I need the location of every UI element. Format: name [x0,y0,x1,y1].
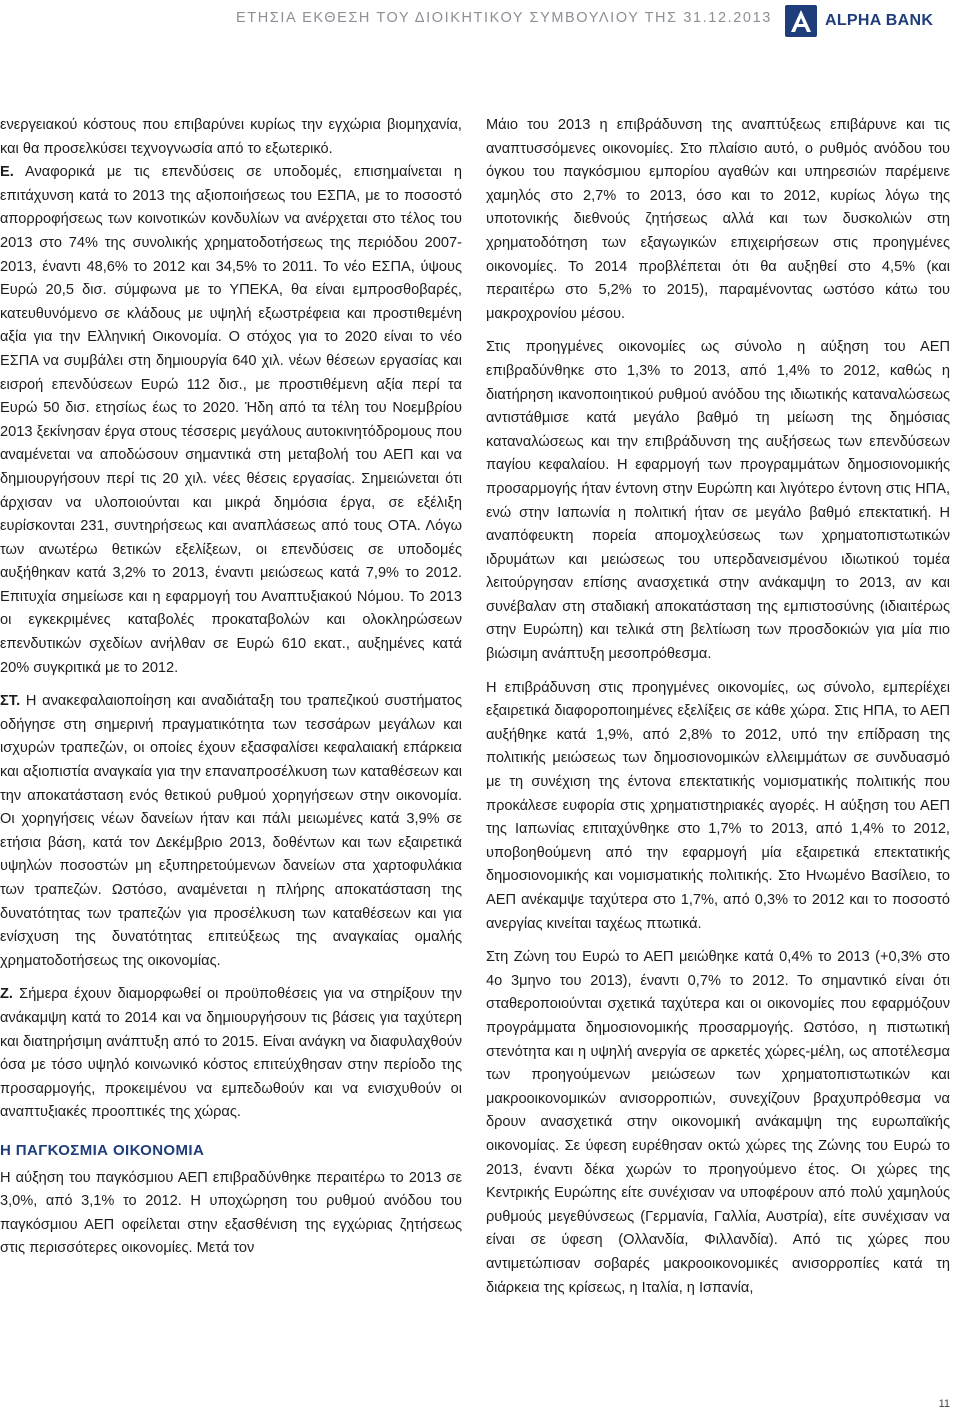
paragraph-country-developments: Η επιβράδυνση στις προηγμένες οικονομίες, ως σύνολο, εμπερίέχει εξαιρετικά διαφοροποιημένες εξελίξεις σε κάθε χώρα. Στις ΗΠΑ, το ΑΕΠ αυξήθηκε κατά 1,9%, από 2,8% το 2012, υπό την επίδραση της πολιτικής μειώσεως των δημοσιονομικών ελλειμμάτων σε συνδυασμό με τη συνέχιση της έντονα επεκτατικής νομισματικής πολιτικής που προκάλεσε ευφορία στις χρηματιστηριακές αγορές. Η αύξηση του ΑΕΠ της Ιαπωνίας επιταχύνθηκε στο 1,7% το 2013, από 1,4% το 2012, υποβοηθούμενη από την εφαρμογή μία εξαιρετικά επεκτατικής δημοσιονομικής και νομισματικής πολιτικής. Στο Ηνωμένο Βασίλειο, το ΑΕΠ ανέκαμψε ταχύτερα στο 1,7%, από 0,3% το 2012 και το ποσοστό ανεργίας κινείται ταχέως πτωτικά. [486,679,950,932]
section-marker-st: ΣΤ. [0,693,21,710]
section-marker-e: Ε. [0,164,14,181]
paragraph-energy-cost: ενεργειακού κόστους που επιβαρύνει κυρίως την εγχώρια βιομηχανία, και θα προσελκύσει τεχνογνωσία από το εξωτερικό. [0,117,462,157]
right-column [486,114,950,1310]
paragraph-banking [0,690,462,973]
page-header [0,0,960,50]
paragraph-global-gdp: Η αύξηση του παγκόσμιου ΑΕΠ επιβραδύνθηκε περαιτέρω το 2013 σε 3,0%, από 3,1% το 2012. Η υποχώρηση του ρυθμού ανόδου του παγκόσμιου ΑΕΠ οφείλεται στην εξασθένιση της εγχώριας ζητήσεως στις περισσότερες οικονομίες. Μετά τον [0,1169,462,1257]
alpha-bank-logo-icon [785,5,817,37]
paragraph-euro-zone: Στη Ζώνη του Ευρώ το ΑΕΠ μειώθηκε κατά 0,4% το 2013 (+0,3% στο 4ο 3μηνο του 2013), έναντι 0,7% το 2012. Το σημαντικό είναι ότι σταθεροποιούνται σχετικά ταχύτερα και οι οικονομίες που εφαρμόζουν προγράμματα δημοσιονομικής προσαρμογής. Ωστόσο, η πιστωτική στενότητα και η υψηλή ανεργία σε αρκετές χώρες-μέλη, ως αποτέλεσμα των προηγούμενων μειώσεων των χρηματοπιστωτικών και μακροοικονομικών ανισορροπιών, συνεχίζουν βραχυπρόθεσμα να δρουν ανασχετικά στην οικονομική ανάκαμψη της ευρωπαϊκής οικονομίας. Σε ύφεση ευρέθησαν οκτώ χώρες της Ζώνης του Ευρώ το 2013, έναντι δέκα χωρών το προηγούμενο έτος. Οι χώρες της Κεντρικής Ευρώπης είτε συνέχισαν να υποφέρουν από πολύ χαμηλούς ρυθμούς μεγεθύνσεως (Γερμανία, Γαλλία, Αυστρία), είτε συνέχισαν να είναι σε ύφεση (Ολλανδία, Φιλλανδία). Από τις χώρες που αντιμετώπισαν σοβαρές μακροοικονομικές ανισορροπίες κατά τη διάρκεια της κρίσεως, η Ιταλία, η Ισπανία, [486,949,950,1296]
paragraph-advanced-economies: Στις προηγμένες οικονομίες ως σύνολο η αύξηση του ΑΕΠ επιβραδύνθηκε στο 1,3% το 2013, από 1,4% το 2012, καθώς η διατήρηση ικανοποιητικού ρυθμού ανόδου της ιδιωτικής καταναλώσεως αντιστάθμισε κατά μεγάλο βαθμό τη μείωση της δημόσιας καταναλώσεως και την επιβράδυνση της αυξήσεως των επενδύσεων παγίου κεφαλαίου. Η εφαρμογή των προγραμμάτων δημοσιονομικής προσαρμογής ήταν έντονη στην Ευρώπη και λιγότερο έντονη στις ΗΠΑ, ενώ στην Ιαπωνία η πολιτική ήταν σε μεγάλο βαθμό επεκτατική. Η αναπόφευκτη πορεία απομοχλεύσεως των χρηματοπιστωτικών ιδρυμάτων και μειώσεως του υπερδανεισμένου ιδιωτικού τομέα λειτούργησαν επίσης ανασχετικά στην ανάκαμψη το 2013, αν και συνέβαλαν στη σταδιακή αποκατάσταση της εμπιστοσύνης (ιδιαιτέρως στην Ευρώπη) και τελικά στη βελτίωση των προσδοκιών για μία πιο βιώσιμη ανάπτυξη μεσοπρόθεσμα. [486,339,950,663]
paragraph-world-trade: Μάιο του 2013 η επιβράδυνση της αναπτύξεως επιβάρυνε και τις αναπτυσσόμενες οικονομίες. Στο πλαίσιο αυτό, ο ρυθμός ανόδου του όγκου του παγκόσμιου εμπορίου αγαθών και υπηρεσιών παρέμεινε χαμηλός στο 2,7% το 2013, όσο και το 2012, κυρίως λόγω της υποτονικής διεθνούς ζητήσεως αλλά και των δυσκολιών στη χρηματοδότηση των εξαγωγικών επιχειρήσεων στις προηγμένες οικονομίες. Το 2014 προβλέπεται ότι θα αυξηθεί στο 4,5% (και περαιτέρω στο 5,2% το 2015), παραμένοντας ωστόσο κάτω του μακροχρονίου μέσου. [486,117,950,322]
paragraph-infrastructure [0,161,462,680]
page-number: 11 [938,1398,950,1410]
alpha-bank-logo [785,3,933,39]
paragraph-text: Αναφορικά με τις επενδύσεις σε υποδομές, επισημαίνεται η επιτάχυνση κατά το 2013 της αξιοποιήσεως του ΕΣΠΑ, με το ποσοστό απορροφήσεως των κοινοτικών κονδυλίων να ανέρχεται στο τέλος του 2013 στο 74% της συνολικής χρηματοδοτήσεως της περιόδου 2007-2013, έναντι 48,6% το 2012 και 34,5% το 2011. Το νέο ΕΣΠΑ, ύψους Ευρώ 20,5 δισ. σύμφωνα με το ΥΠΕΚΑ, θα είναι εμπροσθοβαρές, κατευθυνόμενο σε κλάδους με υψηλή εξωστρέφεια και προστιθεμένη αξία για την Ελληνική Οικονομία. Ο στόχος για το 2020 είναι το νέο ΕΣΠΑ να συμβάλει στη δημιουργία 640 χιλ. νέων θέσεων εργασίας και εισροή επενδύσεων Ευρώ 112 δισ., με προστιθέμενη αξία περί τα Ευρώ 50 δισ. ετησίως έως το 2020. Ήδη από τα τέλη του Νοεμβρίου 2013 ξεκίνησαν έργα στους τέσσερις μεγάλους αυτοκινητόδρομους που αναμένεται να αποδώσουν σημαντικά στη μεταβολή του ΑΕΠ και να δημιουργήσουν περί τις 20 χιλ. νέες θέσεις εργασίας. Σημειώνεται ότι άρχισαν να υλοποιούνται και μικρά δημόσια έργα, σε εξέλιξη ευρίσκονται 231, συντηρήσεως και αναπλάσεως από τους ΟΤΑ. Λόγω των ανωτέρω θετικών εξελίξεων, οι επενδύσεις σε υποδομές αυξήθηκαν κατά 3,2% το 2013, έναντι μειώσεως κατά 7,9% το 2012. Επιτυχία σημείωσε και η εφαρμογή του Αναπτυξιακού Νόμου. Το 2013 οι εγκεκριμένες καταβολές προκαταβολών και ολοκληρώσεων επενδυτικών σχεδίων ανήλθαν σε Ευρώ 610 εκατ., αυξημένες κατά 20% συγκριτικά με το 2012. [0,164,463,676]
section-marker-z: Ζ. [0,986,13,1003]
report-title: ΕΤΗΣΙΑ ΕΚΘΕΣΗ ΤΟΥ ΔΙΟΙΚΗΤΙΚΟΥ ΣΥΜΒΟΥΛΙΟΥ ΤΗΣ 31.12.2013 [236,10,772,26]
paragraph-recovery [0,983,462,1125]
section-heading: Η ΠΑΓΚΟΣΜΙΑ ΟΙΚΟΝΟΜΙΑ [0,1141,205,1159]
paragraph-text: Η ανακεφαλαιοποίηση και αναδιάταξη του τραπεζικού συστήματος οδήγησε στη σημερινή πραγματικότητα των τεσσάρων μεγάλων και ισχυρών τραπεζών, οι οποίες έχουν εξασφαλίσει κεφαλαιακή επάρκεια και αξιοπιστία αναγκαία για την επαναπροσέλκυση των καταθέσεων και την αποκατάσταση ενός θετικού ρυθμού χορηγήσεων στην οικονομία. Οι χορηγήσεις νέων δανείων ήταν και πάλι μειωμένες κατά 3,9% σε ετήσια βάση, κατά τον Δεκέμβριο 2013, δοθέντων και των εξαιρετικά υψηλών ποσοστών μη εξυπηρετούμενων δανείων στα χαρτοφυλάκια των τραπεζών. Ωστόσο, αναμένεται η πλήρης αποκατάσταση της δυνατότητας των τραπεζών για προσέλκυση των καταθέσεων και για ενίσχυση της δυνατότητας επιτεύξεως της αναγκαίας ομαλής χρηματοδοτήσεως της οικονομίας. [0,693,462,969]
left-column [0,114,462,1271]
paragraph-text: Σήμερα έχουν διαμορφωθεί οι προϋποθέσεις για να στηρίξουν την ανάκαμψη κατά το 2014 και να δημιουργήσουν τις βάσεις για ταχύτερη και διατηρήσιμη ανάπτυξη από το 2015. Είναι ανάγκη να διαφυλαχθούν όσα με τόσο υψηλό κοινωνικό κόστος επιτεύχθησαν στην περίοδο της προσαρμογής, προκειμένου να εμπεδωθούν και να ενισχυθούν οι αναπτυξιακές προοπτικές της χώρας. [0,986,462,1121]
brand-name: ALPHA BANK [825,12,934,29]
